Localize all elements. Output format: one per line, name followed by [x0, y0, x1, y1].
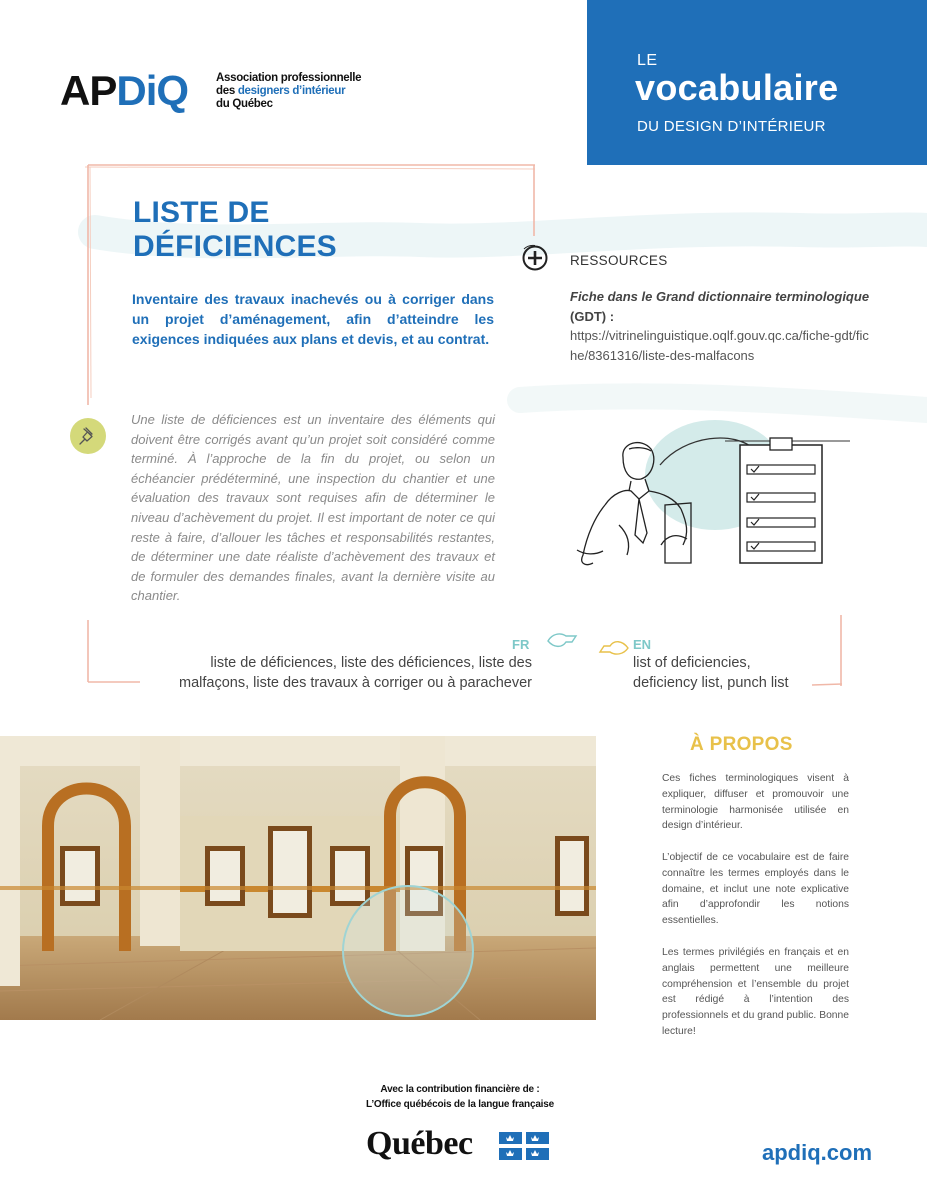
resource-source-title: Fiche dans le Grand dictionnaire terminologique	[570, 289, 870, 304]
about-paragraph-2: L’objectif de ce vocabulaire est de faire connaître les termes employés dans le domaine, et inclut une note explicative afin d’approfondir les notions essentielles.	[662, 852, 849, 927]
checklist-illustration	[565, 405, 855, 580]
resource-source-suffix: (GDT) :	[570, 308, 615, 324]
logo-mark: APDiQ	[60, 67, 189, 114]
pin-icon	[70, 418, 106, 454]
term-title: LISTE DE DÉFICIENCES	[133, 196, 337, 263]
logo-text: Association professionnelle des designers d’intérieur du Québec	[216, 72, 362, 110]
en-terms: list of deficiencies, deficiency list, punch list	[633, 655, 789, 691]
header-banner	[587, 0, 927, 165]
banner-title: vocabulaire	[635, 67, 839, 108]
fr-label: FR	[512, 637, 530, 652]
quebec-flag-icon	[499, 1132, 549, 1160]
banner-subtitle: DU DESIGN D’INTÉRIEUR	[637, 118, 826, 135]
about-title: À PROPOS	[690, 734, 793, 755]
about-paragraph-1: Ces fiches terminologiques visent à expliquer, diffuser et promouvoir une terminologie harmonisée utilisée en design d’intérieur.	[662, 773, 849, 832]
resources-body	[570, 287, 870, 365]
website-link[interactable]: apdiq.com	[762, 1140, 873, 1165]
translate-arrows-icon	[542, 628, 632, 658]
fr-terms: liste de déficiences, liste des déficiences, liste des malfaçons, liste des travaux à corriger ou à parachever	[178, 655, 532, 691]
en-label: EN	[633, 637, 652, 652]
plus-circle-icon	[521, 244, 549, 272]
about-paragraph-3: Les termes privilégiés en français et en anglais permettent une meilleure compréhension et l’ensemble du projet est rédigé à l’intention des professionnels et du grand public. Bonne lecture!	[662, 947, 849, 1037]
contribution-note: Avec la contribution financière de : L’Office québécois de la langue française	[366, 1084, 554, 1110]
resources-heading: RESSOURCES	[570, 253, 668, 268]
interior-photo	[0, 736, 596, 1020]
banner-le: LE	[637, 52, 658, 69]
resource-url-link[interactable]: https://vitrinelinguistique.oqlf.gouv.qc.ca/fiche-gdt/fiche/8361316/liste-des-malfacons	[570, 328, 869, 363]
term-explanation: Une liste de déficiences est un inventaire des éléments qui doivent être corrigés avant qu’un projet soit considéré comme terminé. À l’approche de la fin du projet, ou selon un échéancier prédéterminé, une inspection du chantier et une évaluation des travaux sont requises afin de déterminer le niveau d’achèvement du projet. Il est important de noter ce qui reste à faire, d’allouer les tâches et responsabilités restantes, de déterminer une date réaliste d’achèvement des travaux et de formuler des demandes finales, avant la dernière visite au chantier.	[131, 412, 495, 604]
term-definition: Inventaire des travaux inachevés ou à corriger dans un projet d’aménagement, afin d’atteindre les exigences indiquées aux plans et devis, et au contrat.	[132, 291, 494, 347]
